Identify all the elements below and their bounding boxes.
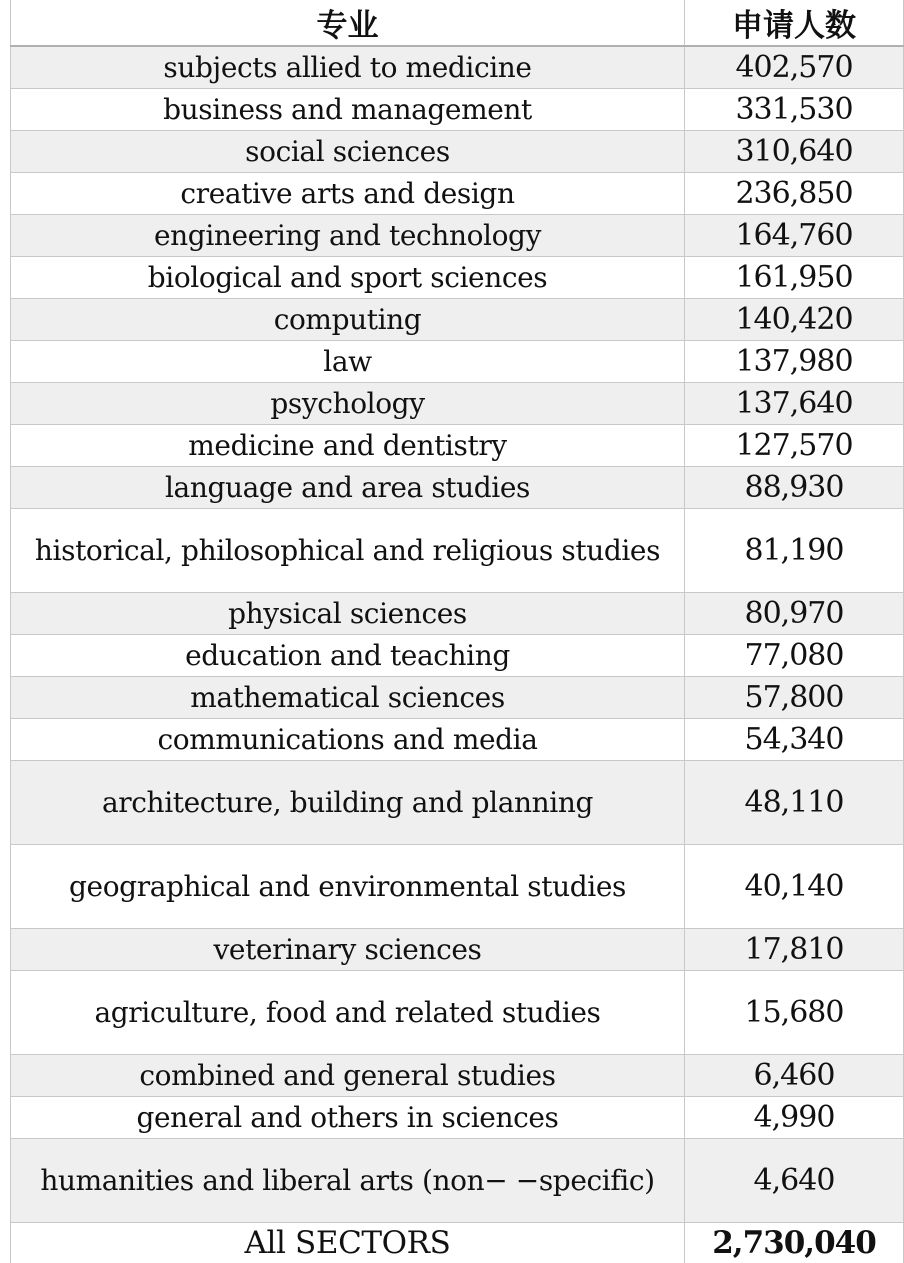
subject-cell: agriculture, food and related studies <box>11 971 685 1055</box>
applicants-cell: 40,140 <box>685 845 904 929</box>
applicants-cell: 80,970 <box>685 593 904 635</box>
subject-cell: communications and media <box>11 719 685 761</box>
table-row <box>11 341 904 383</box>
applicants-cell: 137,640 <box>685 383 904 425</box>
table-row <box>11 509 904 593</box>
applicants-cell: 402,570 <box>685 46 904 89</box>
subject-cell: mathematical sciences <box>11 677 685 719</box>
applicants-cell: 331,530 <box>685 89 904 131</box>
table-row <box>11 761 904 845</box>
table-row <box>11 1097 904 1139</box>
table-header-row <box>11 0 904 46</box>
subject-cell: business and management <box>11 89 685 131</box>
subject-cell: combined and general studies <box>11 1055 685 1097</box>
applicants-cell: 236,850 <box>685 173 904 215</box>
table-row <box>11 1139 904 1223</box>
subject-cell: veterinary sciences <box>11 929 685 971</box>
table-row <box>11 257 904 299</box>
applicants-table-container <box>10 0 903 1263</box>
subject-cell: language and area studies <box>11 467 685 509</box>
subject-cell: biological and sport sciences <box>11 257 685 299</box>
applicants-cell: 17,810 <box>685 929 904 971</box>
applicants-cell: 4,640 <box>685 1139 904 1223</box>
subject-cell: education and teaching <box>11 635 685 677</box>
total-row <box>11 1223 904 1263</box>
table-row <box>11 635 904 677</box>
applicants-cell: 77,080 <box>685 635 904 677</box>
table-row <box>11 845 904 929</box>
subject-cell: humanities and liberal arts (non− −specific) <box>11 1139 685 1223</box>
header-subject: 专业 <box>11 0 685 46</box>
header-applicants: 申请人数 <box>685 0 904 46</box>
subject-cell: medicine and dentistry <box>11 425 685 467</box>
table-row <box>11 425 904 467</box>
applicants-cell: 127,570 <box>685 425 904 467</box>
applicants-cell: 137,980 <box>685 341 904 383</box>
subject-cell: law <box>11 341 685 383</box>
subject-cell: geographical and environmental studies <box>11 845 685 929</box>
table-row <box>11 46 904 89</box>
table-row <box>11 173 904 215</box>
table-row <box>11 1055 904 1097</box>
applicants-cell: 48,110 <box>685 761 904 845</box>
subject-cell: engineering and technology <box>11 215 685 257</box>
table-row <box>11 215 904 257</box>
total-label: All SECTORS <box>11 1223 685 1263</box>
subject-cell: physical sciences <box>11 593 685 635</box>
subject-cell: social sciences <box>11 131 685 173</box>
table-row <box>11 677 904 719</box>
applicants-cell: 310,640 <box>685 131 904 173</box>
table-row <box>11 929 904 971</box>
subject-cell: psychology <box>11 383 685 425</box>
applicants-by-subject-table <box>10 0 904 1263</box>
table-row <box>11 383 904 425</box>
applicants-cell: 140,420 <box>685 299 904 341</box>
subject-cell: creative arts and design <box>11 173 685 215</box>
subject-cell: architecture, building and planning <box>11 761 685 845</box>
table-row <box>11 971 904 1055</box>
table-row <box>11 299 904 341</box>
applicants-cell: 57,800 <box>685 677 904 719</box>
applicants-cell: 54,340 <box>685 719 904 761</box>
total-value: 2,730,040 <box>685 1223 904 1263</box>
applicants-cell: 6,460 <box>685 1055 904 1097</box>
subject-cell: computing <box>11 299 685 341</box>
subject-cell: subjects allied to medicine <box>11 46 685 89</box>
applicants-cell: 81,190 <box>685 509 904 593</box>
table-body <box>11 46 904 1263</box>
applicants-cell: 161,950 <box>685 257 904 299</box>
applicants-cell: 15,680 <box>685 971 904 1055</box>
applicants-cell: 88,930 <box>685 467 904 509</box>
table-row <box>11 131 904 173</box>
subject-cell: general and others in sciences <box>11 1097 685 1139</box>
table-row <box>11 719 904 761</box>
applicants-cell: 4,990 <box>685 1097 904 1139</box>
table-row <box>11 89 904 131</box>
applicants-cell: 164,760 <box>685 215 904 257</box>
subject-cell: historical, philosophical and religious studies <box>11 509 685 593</box>
table-row <box>11 593 904 635</box>
table-row <box>11 467 904 509</box>
